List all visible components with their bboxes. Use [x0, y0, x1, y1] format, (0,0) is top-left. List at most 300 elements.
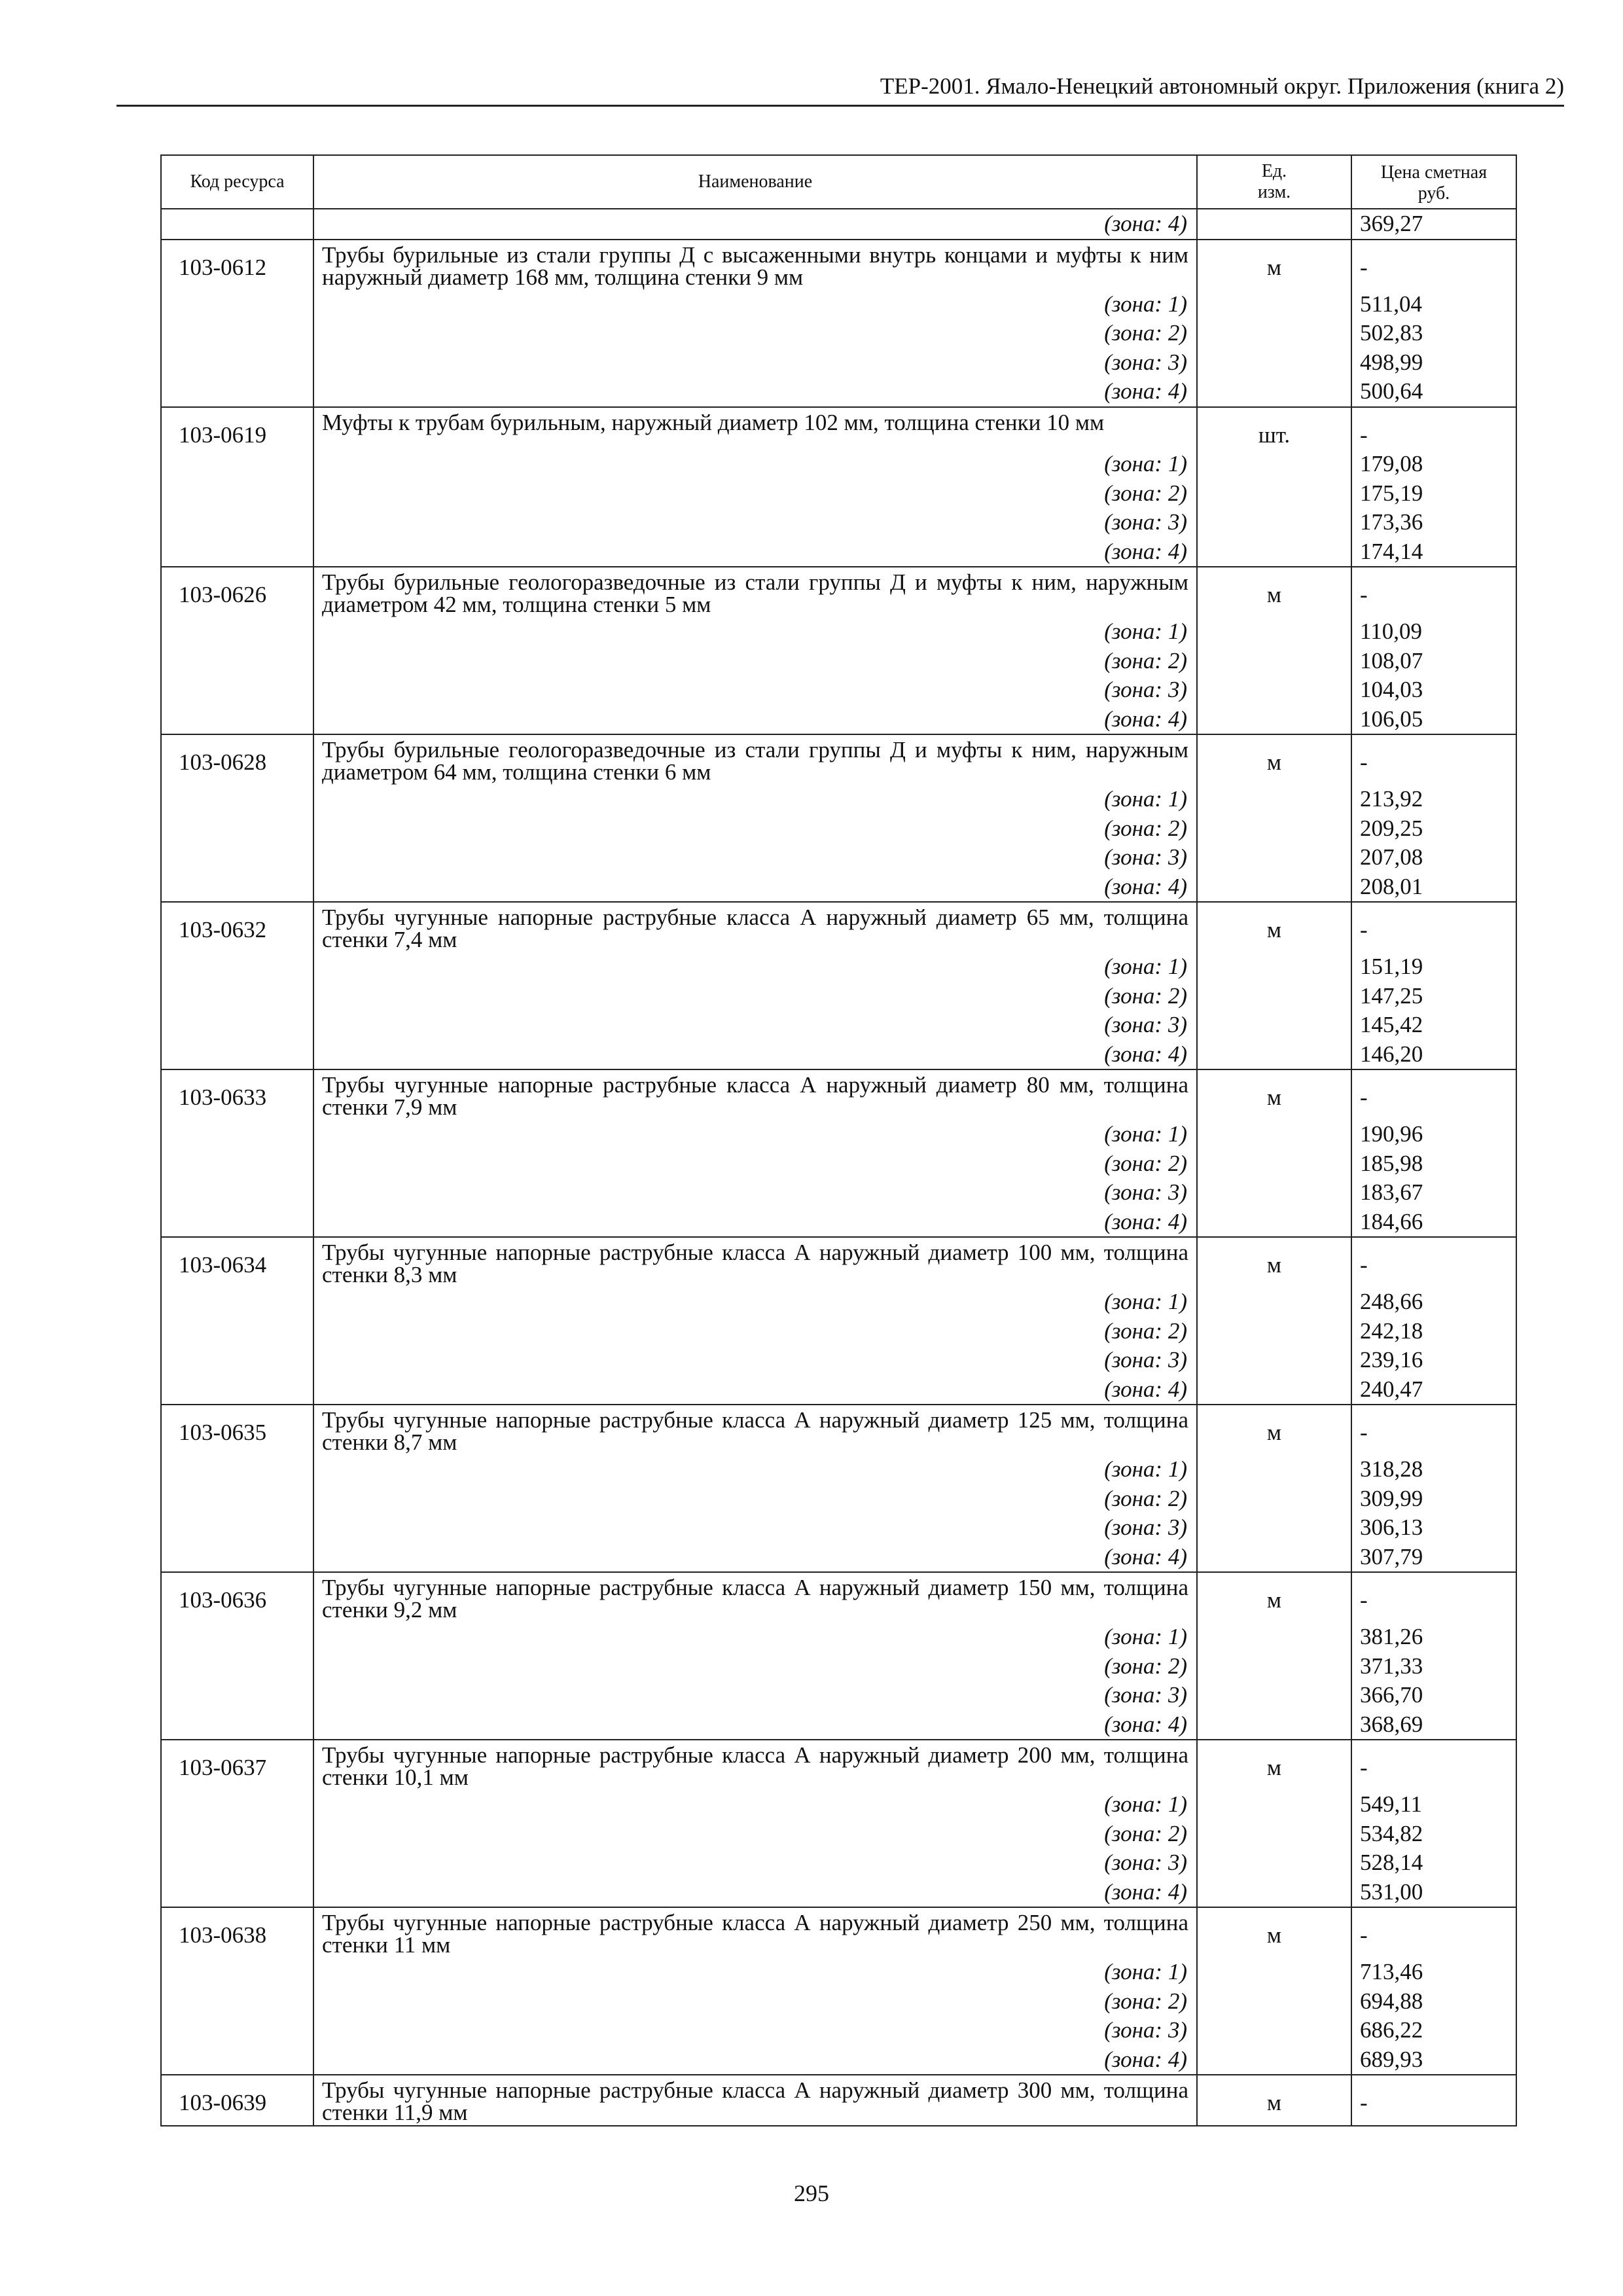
- unit-cell-empty: [1197, 1208, 1351, 1238]
- resource-code-empty: [161, 2016, 313, 2045]
- zone-price: 502,83: [1351, 319, 1516, 348]
- zone-row: [161, 1623, 1516, 1652]
- zone-row: [161, 675, 1516, 705]
- zone-label: (зона: 2): [313, 1987, 1197, 2017]
- zone-price: 689,93: [1351, 2045, 1516, 2075]
- zone-label: (зона: 3): [313, 1011, 1197, 1040]
- zone-label: (зона: 4): [313, 537, 1197, 567]
- zone-price: 500,64: [1351, 377, 1516, 407]
- zone-row: [161, 1848, 1516, 1878]
- resource-code-empty: [161, 1208, 313, 1238]
- unit-cell: [1197, 209, 1351, 240]
- zone-row: [161, 290, 1516, 319]
- unit-cell: м: [1197, 902, 1351, 952]
- zone-label: (зона: 2): [313, 1820, 1197, 1849]
- zone-label: (зона: 3): [313, 348, 1197, 378]
- zone-price: 175,19: [1351, 479, 1516, 509]
- zone-label: (зона: 4): [313, 2045, 1197, 2075]
- resource-group: [161, 1572, 1516, 1740]
- zone-label: (зона: 2): [313, 1149, 1197, 1179]
- resource-code-empty: [161, 450, 313, 479]
- base-price: -: [1351, 1237, 1516, 1287]
- zone-price: 240,47: [1351, 1375, 1516, 1405]
- resource-code-empty: [161, 1987, 313, 2017]
- zone-row: [161, 1149, 1516, 1179]
- unit-cell-empty: [1197, 952, 1351, 982]
- zone-price: 185,98: [1351, 1149, 1516, 1179]
- resource-code-empty: [161, 1484, 313, 1514]
- zone-label: (зона: 3): [313, 1346, 1197, 1375]
- unit-cell-empty: [1197, 1790, 1351, 1820]
- zone-price: 151,19: [1351, 952, 1516, 982]
- zone-price: 381,26: [1351, 1623, 1516, 1652]
- zone-label: (зона: 3): [313, 1848, 1197, 1878]
- zone-label: (зона: 1): [313, 1790, 1197, 1820]
- unit-cell-empty: [1197, 2045, 1351, 2075]
- unit-cell-empty: [1197, 1287, 1351, 1317]
- resource-code-empty: [161, 1346, 313, 1375]
- unit-cell-empty: [1197, 377, 1351, 407]
- unit-cell-empty: [1197, 290, 1351, 319]
- resource-group: [161, 1069, 1516, 1237]
- table-row: [161, 734, 1516, 785]
- zone-label: (зона: 4): [313, 377, 1197, 407]
- zone-label: (зона: 1): [313, 450, 1197, 479]
- resource-code: 103-0633: [161, 1069, 313, 1120]
- unit-cell-empty: [1197, 1120, 1351, 1149]
- zone-label: (зона: 2): [313, 647, 1197, 676]
- table-row: [161, 567, 1516, 617]
- resource-group: [161, 2075, 1516, 2126]
- zone-row: [161, 1820, 1516, 1849]
- unit-cell-empty: [1197, 319, 1351, 348]
- resource-name: Трубы чугунные напорные раструбные класса А наружный диаметр 125 мм, толщина стенки 8,7 мм: [313, 1405, 1197, 1455]
- zone-label: (зона: 1): [313, 1455, 1197, 1484]
- zone-label: (зона: 2): [313, 1652, 1197, 1681]
- zone-row: [161, 1317, 1516, 1346]
- zone-label: (зона: 2): [313, 814, 1197, 844]
- zone-row: [161, 872, 1516, 903]
- zone-row: [161, 1652, 1516, 1681]
- zone-price: 145,42: [1351, 1011, 1516, 1040]
- resource-code-empty: [161, 2045, 313, 2075]
- resource-name: Трубы чугунные напорные раструбные класса А наружный диаметр 80 мм, толщина стенки 7,9 мм: [313, 1069, 1197, 1120]
- unit-cell-empty: [1197, 1040, 1351, 1070]
- unit-cell-empty: [1197, 1878, 1351, 1908]
- unit-cell-empty: [1197, 1455, 1351, 1484]
- zone-price: 173,36: [1351, 508, 1516, 537]
- zone-row: [161, 1346, 1516, 1375]
- table-row: [161, 1572, 1516, 1623]
- zone-label: (зона: 1): [313, 952, 1197, 982]
- unit-cell-empty: [1197, 705, 1351, 735]
- resource-code-empty: [161, 1178, 313, 1208]
- unit-cell-empty: [1197, 450, 1351, 479]
- resource-code-empty: [161, 319, 313, 348]
- table-row: [161, 902, 1516, 952]
- base-price: -: [1351, 1907, 1516, 1958]
- zone-label: (зона: 4): [313, 1878, 1197, 1908]
- resource-name: Трубы чугунные напорные раструбные класса А наружный диаметр 65 мм, толщина стенки 7,4 мм: [313, 902, 1197, 952]
- unit-cell-empty: [1197, 1011, 1351, 1040]
- zone-price: 368,69: [1351, 1710, 1516, 1740]
- resource-name: Трубы бурильные из стали группы Д с высаженными внутрь концами и муфты к ним наружный диаметр 168 мм, толщина стенки 9 мм: [313, 240, 1197, 290]
- zone-label: (зона: 1): [313, 617, 1197, 647]
- resource-code-empty: [161, 1681, 313, 1710]
- zone-label: (зона: 3): [313, 843, 1197, 872]
- zone-price: 209,25: [1351, 814, 1516, 844]
- unit-cell-empty: [1197, 1178, 1351, 1208]
- table-row: [161, 1237, 1516, 1287]
- resource-group: [161, 734, 1516, 902]
- resource-code-empty: [161, 1848, 313, 1878]
- zone-row: [161, 1120, 1516, 1149]
- table-row: [161, 2075, 1516, 2126]
- unit-cell: м: [1197, 2075, 1351, 2126]
- zone-price: 549,11: [1351, 1790, 1516, 1820]
- unit-cell-empty: [1197, 1958, 1351, 1987]
- unit-cell-empty: [1197, 1710, 1351, 1740]
- unit-cell: м: [1197, 240, 1351, 290]
- resource-code: 103-0628: [161, 734, 313, 785]
- zone-row: [161, 1987, 1516, 2017]
- resource-group: [161, 567, 1516, 734]
- base-price: -: [1351, 407, 1516, 450]
- zone-price: 306,13: [1351, 1513, 1516, 1543]
- zone-price: 104,03: [1351, 675, 1516, 705]
- resource-code-empty: [161, 1011, 313, 1040]
- column-header-unit-line2: изм.: [1257, 182, 1291, 202]
- resource-name: Трубы бурильные геологоразведочные из стали группы Д и муфты к ним, наружным диаметром 42 мм, толщина стенки 5 мм: [313, 567, 1197, 617]
- zone-row: [161, 705, 1516, 735]
- table-row: [161, 1069, 1516, 1120]
- resource-code-empty: [161, 1317, 313, 1346]
- resource-code-empty: [161, 647, 313, 676]
- resource-code-empty: [161, 982, 313, 1011]
- unit-cell-empty: [1197, 1375, 1351, 1405]
- zone-label: (зона: 1): [313, 1623, 1197, 1652]
- zone-label: (зона: 3): [313, 1178, 1197, 1208]
- zone-row: [161, 982, 1516, 1011]
- resource-code-empty: [161, 1455, 313, 1484]
- unit-cell-empty: [1197, 1346, 1351, 1375]
- unit-cell-empty: [1197, 1820, 1351, 1849]
- carry-over-group: [161, 209, 1516, 240]
- base-price: -: [1351, 1572, 1516, 1623]
- zone-price: 213,92: [1351, 785, 1516, 814]
- resource-code-empty: [161, 1513, 313, 1543]
- zone-row: [161, 1681, 1516, 1710]
- resource-code: 103-0634: [161, 1237, 313, 1287]
- unit-cell-empty: [1197, 1848, 1351, 1878]
- unit-cell: шт.: [1197, 407, 1351, 450]
- zone-price: 108,07: [1351, 647, 1516, 676]
- unit-cell-empty: [1197, 843, 1351, 872]
- resource-name: Муфты к трубам бурильным, наружный диаметр 102 мм, толщина стенки 10 мм: [313, 407, 1197, 450]
- resource-code: [161, 209, 313, 240]
- zone-row: [161, 1958, 1516, 1987]
- zone-price: 531,00: [1351, 1878, 1516, 1908]
- zone-price: 498,99: [1351, 348, 1516, 378]
- zone-price: 309,99: [1351, 1484, 1516, 1514]
- base-price: -: [1351, 734, 1516, 785]
- unit-cell-empty: [1197, 1513, 1351, 1543]
- zone-row: [161, 1040, 1516, 1070]
- table-row: [161, 209, 1516, 240]
- zone-label: (зона: 3): [313, 508, 1197, 537]
- unit-cell-empty: [1197, 2016, 1351, 2045]
- resource-code: 103-0635: [161, 1405, 313, 1455]
- resource-price-table: [160, 154, 1517, 2126]
- zone-label: (зона: 2): [313, 1317, 1197, 1346]
- zone-row: [161, 1543, 1516, 1573]
- zone-label: (зона: 1): [313, 1120, 1197, 1149]
- resource-code-empty: [161, 1040, 313, 1070]
- resource-code-empty: [161, 785, 313, 814]
- resource-code-empty: [161, 843, 313, 872]
- unit-cell: м: [1197, 1907, 1351, 1958]
- zone-row: [161, 647, 1516, 676]
- zone-row: [161, 319, 1516, 348]
- zone-row: [161, 1710, 1516, 1740]
- zone-price: 184,66: [1351, 1208, 1516, 1238]
- zone-row: [161, 508, 1516, 537]
- resource-code-empty: [161, 1287, 313, 1317]
- resource-name: Трубы бурильные геологоразведочные из стали группы Д и муфты к ним, наружным диаметром 64 мм, толщина стенки 6 мм: [313, 734, 1197, 785]
- header-rule: [116, 105, 1564, 107]
- unit-cell: м: [1197, 734, 1351, 785]
- zone-label: (зона: 3): [313, 2016, 1197, 2045]
- zone-price: 366,70: [1351, 1681, 1516, 1710]
- zone-label: (зона: 4): [313, 705, 1197, 735]
- zone-price: 106,05: [1351, 705, 1516, 735]
- zone-price: 242,18: [1351, 1317, 1516, 1346]
- zone-row: [161, 450, 1516, 479]
- unit-cell-empty: [1197, 537, 1351, 567]
- unit-cell-empty: [1197, 1652, 1351, 1681]
- resource-code-empty: [161, 952, 313, 982]
- table-row: [161, 1907, 1516, 1958]
- column-header-code: Код ресурса: [161, 155, 313, 209]
- zone-price: 146,20: [1351, 1040, 1516, 1070]
- resource-code-empty: [161, 1652, 313, 1681]
- zone-row: [161, 377, 1516, 407]
- column-header-unit-line1: Ед.: [1261, 161, 1287, 181]
- zone-label: (зона: 3): [313, 675, 1197, 705]
- zone-row: [161, 1287, 1516, 1317]
- zone-label: (зона: 4): [313, 872, 1197, 903]
- unit-cell: м: [1197, 1237, 1351, 1287]
- resource-code-empty: [161, 1543, 313, 1573]
- zone-price: 183,67: [1351, 1178, 1516, 1208]
- resource-code: 103-0619: [161, 407, 313, 450]
- resource-name: Трубы чугунные напорные раструбные класса А наружный диаметр 300 мм, толщина стенки 11,9 мм: [313, 2075, 1197, 2126]
- zone-row: [161, 814, 1516, 844]
- column-header-price-line1: Цена сметная: [1380, 162, 1488, 183]
- zone-price: 511,04: [1351, 290, 1516, 319]
- column-header-price: [1351, 155, 1516, 209]
- zone-row: [161, 1375, 1516, 1405]
- column-header-price-line2: руб.: [1418, 183, 1450, 204]
- zone-label: (зона: 4): [313, 209, 1197, 240]
- unit-cell-empty: [1197, 982, 1351, 1011]
- unit-cell-empty: [1197, 814, 1351, 844]
- zone-row: [161, 1455, 1516, 1484]
- resource-code-empty: [161, 1820, 313, 1849]
- zone-row: [161, 952, 1516, 982]
- unit-cell: м: [1197, 1572, 1351, 1623]
- resource-group: [161, 1907, 1516, 2075]
- zone-price: 239,16: [1351, 1346, 1516, 1375]
- unit-cell-empty: [1197, 675, 1351, 705]
- resource-code-empty: [161, 1375, 313, 1405]
- zone-label: (зона: 4): [313, 1710, 1197, 1740]
- resource-code-empty: [161, 1878, 313, 1908]
- resource-group: [161, 1405, 1516, 1572]
- table-row: [161, 1405, 1516, 1455]
- unit-cell-empty: [1197, 872, 1351, 903]
- resource-code-empty: [161, 675, 313, 705]
- zone-label: (зона: 1): [313, 785, 1197, 814]
- unit-cell-empty: [1197, 647, 1351, 676]
- zone-row: [161, 1208, 1516, 1238]
- zone-label: (зона: 1): [313, 1287, 1197, 1317]
- resource-code-empty: [161, 872, 313, 903]
- zone-label: (зона: 4): [313, 1040, 1197, 1070]
- zone-label: (зона: 2): [313, 982, 1197, 1011]
- unit-cell: м: [1197, 1405, 1351, 1455]
- zone-label: (зона: 2): [313, 479, 1197, 509]
- resource-name: Трубы чугунные напорные раструбные класса А наружный диаметр 250 мм, толщина стенки 11 мм: [313, 1907, 1197, 1958]
- resource-code-empty: [161, 617, 313, 647]
- zone-price: 318,28: [1351, 1455, 1516, 1484]
- zone-row: [161, 1011, 1516, 1040]
- resource-code-empty: [161, 1120, 313, 1149]
- base-price: -: [1351, 567, 1516, 617]
- unit-cell-empty: [1197, 1987, 1351, 2017]
- zone-price: 307,79: [1351, 1543, 1516, 1573]
- resource-code-empty: [161, 290, 313, 319]
- column-header-name: Наименование: [313, 155, 1197, 209]
- resource-code-empty: [161, 348, 313, 378]
- zone-price: 207,08: [1351, 843, 1516, 872]
- resource-name: Трубы чугунные напорные раструбные класса А наружный диаметр 150 мм, толщина стенки 9,2 мм: [313, 1572, 1197, 1623]
- unit-cell-empty: [1197, 1484, 1351, 1514]
- zone-row: [161, 537, 1516, 567]
- zone-price: 147,25: [1351, 982, 1516, 1011]
- zone-price: 528,14: [1351, 1848, 1516, 1878]
- resource-group: [161, 1740, 1516, 1907]
- base-price: -: [1351, 1740, 1516, 1790]
- unit-cell-empty: [1197, 1543, 1351, 1573]
- unit-cell-empty: [1197, 1623, 1351, 1652]
- zone-price: 179,08: [1351, 450, 1516, 479]
- zone-price: 369,27: [1351, 209, 1516, 240]
- unit-cell-empty: [1197, 348, 1351, 378]
- zone-price: 174,14: [1351, 537, 1516, 567]
- zone-price: 713,46: [1351, 1958, 1516, 1987]
- zone-price: 694,88: [1351, 1987, 1516, 2017]
- unit-cell: м: [1197, 567, 1351, 617]
- zone-row: [161, 2045, 1516, 2075]
- base-price: -: [1351, 1405, 1516, 1455]
- unit-cell-empty: [1197, 617, 1351, 647]
- resource-group: [161, 240, 1516, 407]
- zone-row: [161, 1513, 1516, 1543]
- zone-price: 248,66: [1351, 1287, 1516, 1317]
- zone-row: [161, 1484, 1516, 1514]
- resource-code-empty: [161, 1149, 313, 1179]
- resource-code: 103-0626: [161, 567, 313, 617]
- table-header-row: [161, 155, 1516, 209]
- zone-row: [161, 1790, 1516, 1820]
- zone-label: (зона: 1): [313, 1958, 1197, 1987]
- zone-price: 208,01: [1351, 872, 1516, 903]
- zone-price: 190,96: [1351, 1120, 1516, 1149]
- resource-group: [161, 902, 1516, 1069]
- unit-cell-empty: [1197, 1681, 1351, 1710]
- resource-code-empty: [161, 1623, 313, 1652]
- zone-price: 110,09: [1351, 617, 1516, 647]
- resource-code: 103-0612: [161, 240, 313, 290]
- zone-label: (зона: 2): [313, 1484, 1197, 1514]
- zone-label: (зона: 4): [313, 1543, 1197, 1573]
- resource-code-empty: [161, 479, 313, 509]
- table-row: [161, 1740, 1516, 1790]
- zone-row: [161, 348, 1516, 378]
- unit-cell-empty: [1197, 1149, 1351, 1179]
- resource-code: 103-0632: [161, 902, 313, 952]
- table-row: [161, 407, 1516, 450]
- unit-cell-empty: [1197, 1317, 1351, 1346]
- zone-label: (зона: 4): [313, 1208, 1197, 1238]
- zone-row: [161, 617, 1516, 647]
- zone-row: [161, 843, 1516, 872]
- running-header: ТЕР-2001. Ямало-Ненецкий автономный округ. Приложения (книга 2): [880, 73, 1564, 99]
- resource-group: [161, 407, 1516, 567]
- zone-row: [161, 1878, 1516, 1908]
- resource-code-empty: [161, 1958, 313, 1987]
- zone-row: [161, 1178, 1516, 1208]
- zone-price: 534,82: [1351, 1820, 1516, 1849]
- zone-label: (зона: 3): [313, 1681, 1197, 1710]
- zone-row: [161, 479, 1516, 509]
- zone-label: (зона: 1): [313, 290, 1197, 319]
- zone-label: (зона: 2): [313, 319, 1197, 348]
- base-price: -: [1351, 240, 1516, 290]
- unit-cell-empty: [1197, 479, 1351, 509]
- unit-cell-empty: [1197, 508, 1351, 537]
- base-price: -: [1351, 2075, 1516, 2126]
- base-price: -: [1351, 1069, 1516, 1120]
- resource-code-empty: [161, 1710, 313, 1740]
- table-row: [161, 240, 1516, 290]
- page-number: 295: [794, 2180, 829, 2206]
- resource-code: 103-0636: [161, 1572, 313, 1623]
- resource-code-empty: [161, 377, 313, 407]
- zone-row: [161, 2016, 1516, 2045]
- resource-code-empty: [161, 508, 313, 537]
- unit-cell: м: [1197, 1069, 1351, 1120]
- resource-code: 103-0638: [161, 1907, 313, 1958]
- zone-label: (зона: 3): [313, 1513, 1197, 1543]
- resource-name: Трубы чугунные напорные раструбные класса А наружный диаметр 200 мм, толщина стенки 10,1 мм: [313, 1740, 1197, 1790]
- zone-row: [161, 785, 1516, 814]
- unit-cell: м: [1197, 1740, 1351, 1790]
- zone-label: (зона: 4): [313, 1375, 1197, 1405]
- resource-group: [161, 1237, 1516, 1405]
- base-price: -: [1351, 902, 1516, 952]
